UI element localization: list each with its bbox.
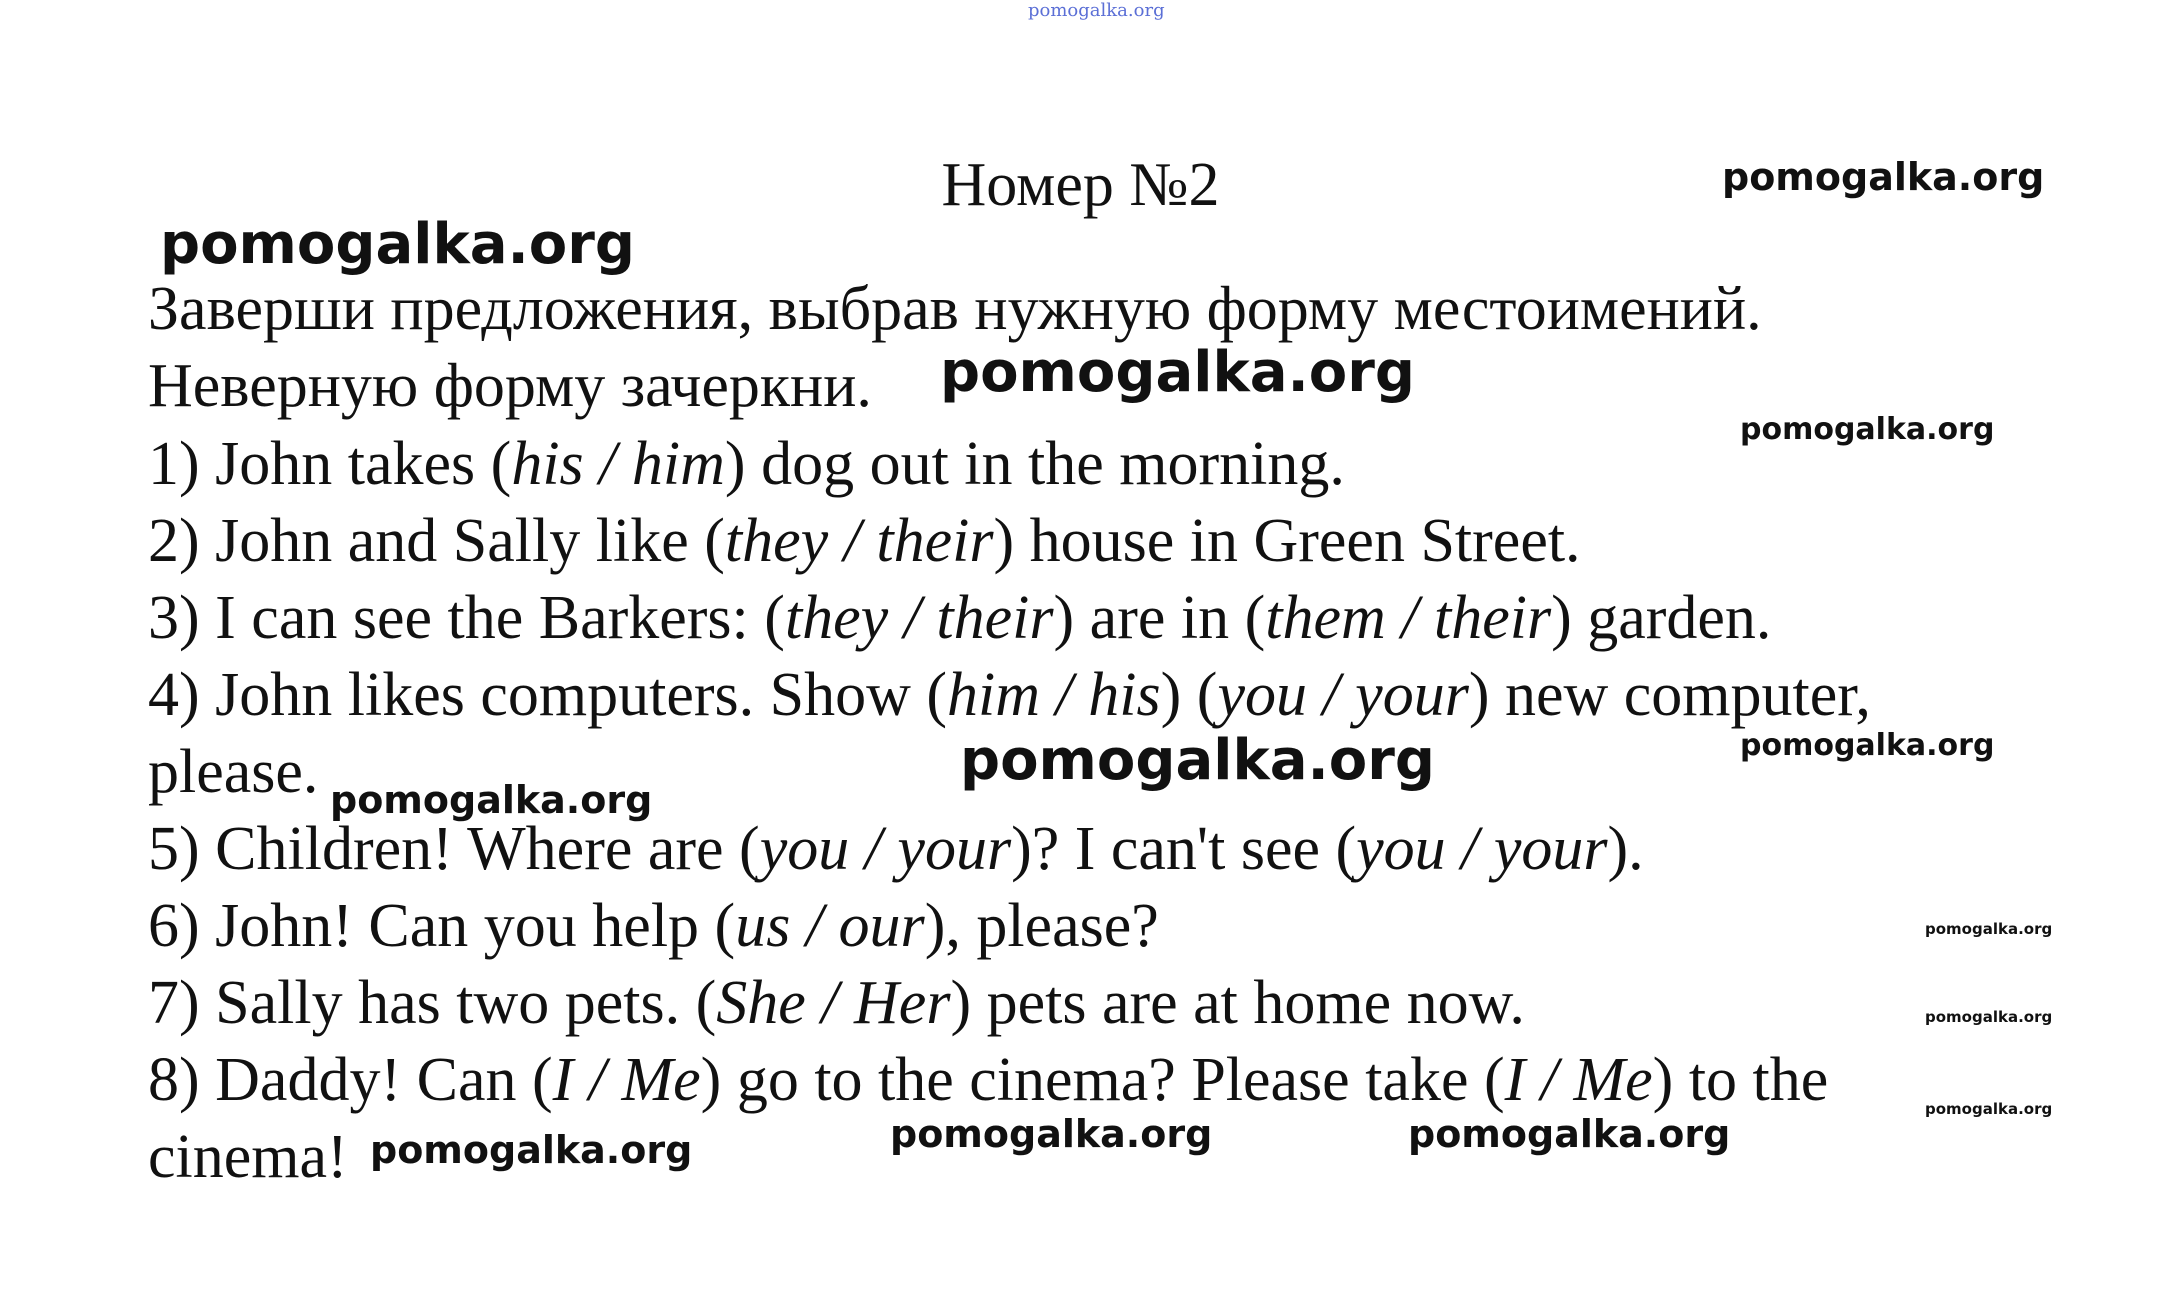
sentence-text: John and Sally like ( [215, 507, 725, 575]
sentence-text: John likes computers. Show ( [215, 661, 948, 729]
sentence-3 [148, 584, 1772, 652]
sentence-6 [148, 892, 1159, 960]
pronoun-options: She / Her [716, 969, 951, 1037]
sentence-number: 8) [148, 1046, 216, 1114]
sentence-text: Sally has two pets. ( [215, 969, 717, 1037]
sentence-text: ) go to the cinema? Please take ( [700, 1046, 1505, 1114]
sentence-8 [148, 1046, 1829, 1114]
sentence-text: ), please? [924, 892, 1159, 960]
pronoun-options: you / your [759, 815, 1012, 883]
sentence-number: 6) [148, 892, 216, 960]
sentence-number: 2) [148, 507, 216, 575]
sentence-text: ) house in Green Street. [993, 507, 1581, 575]
sentence-number: 4) [148, 661, 216, 729]
sentence-text: )? I can't see ( [1011, 815, 1357, 883]
sentence-text: ) are in ( [1053, 584, 1266, 652]
sentence-1 [148, 430, 1345, 498]
sentence-text: ) ( [1160, 661, 1218, 729]
watermark: pomogalka.org [960, 728, 1435, 793]
pronoun-options: him / his [947, 661, 1161, 729]
sentence-text: ) to the [1652, 1046, 1829, 1114]
sentence-number: 3) [148, 584, 216, 652]
pronoun-options: they / their [724, 507, 994, 575]
watermark: pomogalka.org [1925, 1100, 2053, 1118]
sentence-5 [148, 815, 1644, 883]
header-watermark: pomogalka.org [1028, 0, 1165, 21]
sentence-text: Children! Where are ( [215, 815, 760, 883]
instruction-line-2: Неверную форму зачеркни. [148, 352, 872, 420]
sentence-text: ). [1607, 815, 1644, 883]
watermark: pomogalka.org [370, 1128, 693, 1172]
watermark: pomogalka.org [1925, 920, 2053, 938]
sentence-text: ) garden. [1551, 584, 1772, 652]
pronoun-options: you / your [1217, 661, 1469, 729]
sentence-7 [148, 969, 1525, 1037]
sentence-text: John! Can you help ( [215, 892, 736, 960]
watermark: pomogalka.org [1740, 728, 1995, 763]
sentence-8-continuation: cinema! [148, 1123, 348, 1191]
sentence-number: 5) [148, 815, 216, 883]
pronoun-options: I / Me [552, 1046, 701, 1114]
watermark: pomogalka.org [1722, 155, 2045, 199]
sentence-text: ) dog out in the morning. [724, 430, 1345, 498]
pronoun-options: us / our [735, 892, 925, 960]
sentence-text: John takes ( [215, 430, 512, 498]
pronoun-options: they / their [784, 584, 1054, 652]
watermark: pomogalka.org [1408, 1112, 1731, 1156]
instruction-line-1: Заверши предложения, выбрав нужную форму местоимений. [148, 275, 1762, 343]
sentence-4 [148, 661, 1871, 729]
page-title: Номер №2 [941, 151, 1220, 219]
pronoun-options: his / him [511, 430, 725, 498]
sentence-number: 7) [148, 969, 216, 1037]
pronoun-options: you / your [1356, 815, 1608, 883]
watermark: pomogalka.org [1740, 412, 1995, 447]
watermark: pomogalka.org [890, 1112, 1213, 1156]
sentence-text: ) new computer, [1468, 661, 1871, 729]
watermark: pomogalka.org [160, 212, 635, 277]
sentence-number: 1) [148, 430, 216, 498]
pronoun-options: them / their [1265, 584, 1552, 652]
watermark: pomogalka.org [330, 778, 653, 822]
pronoun-options: I / Me [1504, 1046, 1653, 1114]
watermark: pomogalka.org [1925, 1008, 2053, 1026]
sentence-text: Daddy! Can ( [215, 1046, 553, 1114]
sentence-2 [148, 507, 1581, 575]
sentence-text: I can see the Barkers: ( [215, 584, 785, 652]
sentence-text: ) pets are at home now. [950, 969, 1525, 1037]
watermark: pomogalka.org [940, 340, 1415, 405]
sentence-4-continuation: please. [148, 738, 319, 806]
